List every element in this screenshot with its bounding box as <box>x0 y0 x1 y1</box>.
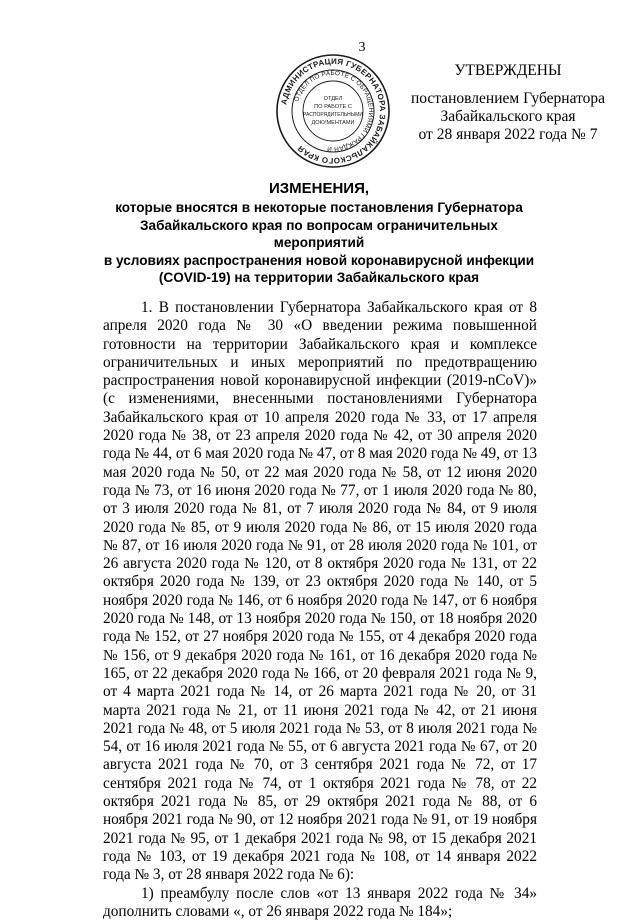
stamp-inner-ring-text: ОТДЕЛ ПО РАБОТЕ С ОБРАЩЕНИЯМИ ГРАЖДАН И <box>293 70 374 152</box>
page-number: 3 <box>352 40 372 56</box>
approval-line-1: постановлением Губернатора <box>398 90 618 108</box>
heading-line-2: Забайкальского края по вопросам ограничительных мероприятий <box>96 217 542 252</box>
stamp-ring-text: АДМИНИСТРАЦИЯ ГУБЕРНАТОРА ЗАБАЙКАЛЬСКОГО КРАЯ <box>279 57 387 165</box>
approval-block <box>398 62 618 144</box>
heading-line-3: в условиях распространения новой коронавирусной инфекции <box>96 252 542 270</box>
stamp-inner-ring <box>303 81 363 141</box>
approval-line-3: от 28 января 2022 года № 7 <box>398 126 618 144</box>
document-body <box>103 299 537 921</box>
body-paragraph-2: 1) преамбулу после слов «от 13 января 2022 года № 34» дополнить словами «, от 26 января 2022 года № 184»; <box>103 885 537 921</box>
stamp-center-line-2: ПО РАБОТЕ С <box>314 104 352 110</box>
stamp-center-line-1: ОТДЕЛ <box>324 96 343 102</box>
heading-line-1: которые вносятся в некоторые постановления Губернатора <box>96 199 542 217</box>
stamp-center-line-4: ДОКУМЕНТАМИ <box>311 120 354 126</box>
stamp-center-line-3: РАСПОРЯДИТЕЛЬНЫМИ <box>303 112 363 118</box>
document-heading <box>96 180 542 287</box>
document-title: ИЗМЕНЕНИЯ, <box>96 180 542 198</box>
body-paragraph-1: 1. В постановлении Губернатора Забайкальского края от 8 апреля 2020 года № 30 «О введении режима повышенной готовности на территории Забайкальского края и комплексе ограничительных и иных мероприятий по предотвращению распространения новой коронавирусной инфекции (2019-nCoV)» (с изменениями, внесенными постановлениями Губернатора Забайкальского края от 10 апреля 2020 года № 33, от 17 апреля 2020 года № 38, от 23 апреля 2020 года № 42, от 30 апреля 2020 года № 44, от 6 мая 2020 года № 47, от 8 мая 2020 года № 49, от 13 мая 2020 года № 50, от 22 мая 2020 года № 58, от 12 июня 2020 года № 73, от 16 июня 2020 года № 77, от 1 июля 2020 года № 80, от 3 июля 2020 года № 81, от 7 июля 2020 года № 84, от 9 июля 2020 года № 85, от 9 июля 2020 года № 86, от 15 июля 2020 года № 87, от 16 июля 2020 года № 91, от 28 июля 2020 года № 101, от 26 августа 2020 года № 120, от 8 октября 2020 года № 131, от 22 октября 2020 года № 139, от 23 октября 2020 года № 140, от 5 ноября 2020 года № 146, от 6 ноября 2020 года № 147, от 6 ноября 2020 года № 148, от 13 ноября 2020 года № 150, от 18 ноября 2020 года № 152, от 27 ноября 2020 года № 155, от 4 декабря 2020 года № 156, от 9 декабря 2020 года № 161, от 16 декабря 2020 года № 165, от 22 декабря 2020 года № 166, от 20 февраля 2021 года № 9, от 4 марта 2021 года № 14, от 26 марта 2021 года № 20, от 31 марта 2021 года № 21, от 11 июня 2021 года № 42, от 21 июня 2021 года № 48, от 5 июля 2021 года № 53, от 8 июля 2021 года № 54, от 16 июля 2021 года № 55, от 6 августа 2021 года № 67, от 20 августа 2021 года № 70, от 3 сентября 2021 года № 72, от 17 сентября 2021 года № 74, от 1 октября 2021 года № 78, от 22 октября 2021 года № 85, от 29 октября 2021 года № 88, от 6 ноября 2021 года № 90, от 12 ноября 2021 года № 91, от 19 ноября 2021 года № 95, от 1 декабря 2021 года № 98, от 15 декабря 2021 года № 103, от 19 декабря 2021 года № 108, от 14 января 2022 года № 3, от 28 января 2022 года № 6): <box>103 299 537 885</box>
approval-line-2: Забайкальского края <box>398 108 618 126</box>
approved-label: УТВЕРЖДЕНЫ <box>398 62 618 80</box>
heading-line-4: (COVID-19) на территории Забайкальского края <box>96 269 542 287</box>
official-stamp <box>275 53 391 169</box>
